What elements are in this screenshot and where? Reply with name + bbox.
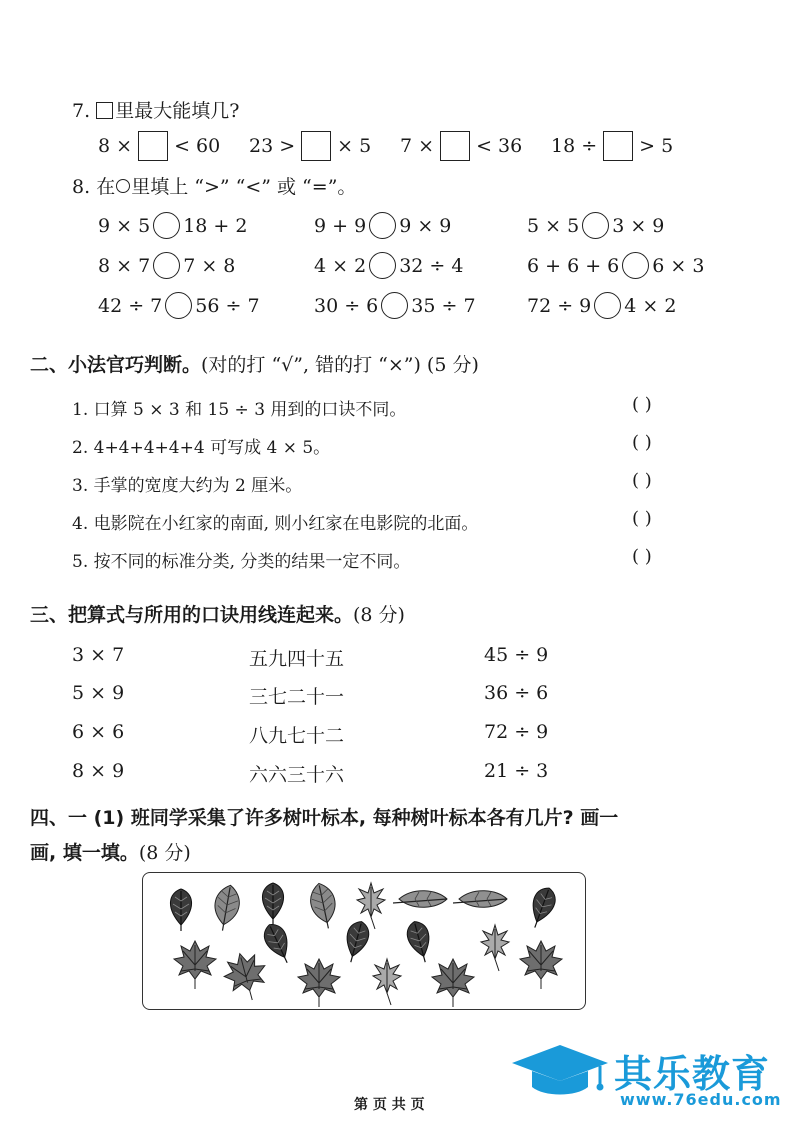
q8-number: 8.	[72, 176, 91, 198]
q8-left: 5 × 5	[527, 214, 580, 237]
answer-paren-2[interactable]: ( )	[632, 432, 652, 453]
q8-right: 35 ÷ 7	[411, 294, 476, 317]
logo-url: www.76edu.com	[620, 1090, 782, 1109]
page-footer: 第 页 共 页	[354, 1097, 425, 1113]
answer-circle[interactable]	[622, 252, 649, 279]
leaf-icon	[393, 891, 447, 908]
q8-item	[527, 292, 676, 319]
q7-item-4	[551, 131, 673, 161]
leaf-illustration	[143, 873, 584, 1008]
answer-circle[interactable]	[153, 212, 180, 239]
q7-item-left: 8 ×	[98, 135, 133, 157]
section2-note: (对的打 “√”, 错的打 “×”) (5 分)	[201, 354, 479, 376]
leaf-specimen-box	[142, 872, 586, 1010]
match-expr-left[interactable]: 5 × 9	[72, 682, 125, 704]
q8-right: 9 × 9	[399, 214, 452, 237]
q7-item-1	[98, 131, 220, 161]
q8-item	[527, 212, 664, 239]
q7-item-2	[249, 131, 371, 161]
q8-left: 6 + 6 + 6	[527, 254, 620, 277]
leaf-icon	[373, 959, 401, 1005]
section3-note: (8 分)	[353, 604, 405, 626]
judge-item-5: 5. 按不同的标准分类, 分类的结果一定不同。	[72, 552, 411, 572]
q8-left: 72 ÷ 9	[527, 294, 592, 317]
answer-paren-1[interactable]: ( )	[632, 394, 652, 415]
leaf-icon	[170, 889, 191, 931]
answer-paren-4[interactable]: ( )	[632, 508, 652, 529]
answer-box[interactable]	[138, 131, 168, 161]
leaf-icon	[432, 959, 474, 1007]
q8-item	[527, 252, 704, 279]
match-expr-left[interactable]: 8 × 9	[72, 760, 125, 782]
circle-icon	[116, 179, 130, 193]
q7-prompt	[72, 96, 239, 123]
q7-item-right: > 5	[639, 135, 674, 157]
leaf-icon	[298, 959, 340, 1007]
leaf-icon	[307, 881, 340, 931]
section3-heading	[30, 600, 405, 627]
leaf-icon	[174, 941, 216, 989]
q7-number: 7.	[72, 100, 91, 122]
answer-circle[interactable]	[369, 212, 396, 239]
q8-right: 7 × 8	[183, 254, 236, 277]
leaf-icon	[220, 948, 273, 1005]
q7-item-left: 7 ×	[400, 135, 435, 157]
q8-left: 30 ÷ 6	[314, 294, 379, 317]
q7-prompt-text: 里最大能填几?	[115, 100, 240, 122]
section4-line1: 四、一 (1) 班同学采集了许多树叶标本, 每种树叶标本各有几片? 画一	[30, 807, 619, 829]
q8-left: 8 × 7	[98, 254, 151, 277]
match-expr-right[interactable]: 45 ÷ 9	[484, 644, 549, 666]
q7-item-right: × 5	[337, 135, 372, 157]
q8-right: 18 + 2	[183, 214, 248, 237]
judge-item-1: 1. 口算 5 × 3 和 15 ÷ 3 用到的口诀不同。	[72, 400, 407, 420]
q7-item-left: 18 ÷	[551, 135, 598, 157]
answer-circle[interactable]	[153, 252, 180, 279]
match-expr-right[interactable]: 36 ÷ 6	[484, 682, 549, 704]
match-expr-left[interactable]: 3 × 7	[72, 644, 125, 666]
q8-right: 3 × 9	[612, 214, 665, 237]
q8-left: 4 × 2	[314, 254, 367, 277]
section4-line2	[30, 838, 191, 865]
q7-item-right: < 36	[476, 135, 523, 157]
answer-box[interactable]	[301, 131, 331, 161]
judge-item-2: 2. 4+4+4+4+4 可写成 4 × 5。	[72, 438, 331, 458]
match-rhyme[interactable]: 三七二十一	[249, 686, 345, 708]
leaf-icon	[520, 941, 562, 989]
match-rhyme[interactable]: 五九四十五	[249, 648, 345, 670]
graduation-cap-icon	[510, 1043, 610, 1103]
section3-title: 三、把算式与所用的口诀用线连起来。	[30, 604, 354, 626]
answer-circle[interactable]	[165, 292, 192, 319]
q8-item	[314, 292, 476, 319]
match-rhyme[interactable]: 八九七十二	[249, 725, 345, 747]
q8-left: 42 ÷ 7	[98, 294, 163, 317]
q8-right: 6 × 3	[652, 254, 705, 277]
section4-note: (8 分)	[138, 842, 191, 864]
q8-prompt	[72, 172, 356, 199]
q8-item	[98, 212, 247, 239]
q8-left: 9 × 5	[98, 214, 151, 237]
section2-title: 二、小法官巧判断。	[30, 354, 202, 376]
judge-item-4: 4. 电影院在小红家的南面, 则小红家在电影院的北面。	[72, 514, 479, 534]
leaf-icon	[525, 884, 559, 931]
leaf-icon	[341, 919, 372, 965]
leaf-icon	[260, 920, 297, 967]
q8-item	[314, 252, 463, 279]
leaf-icon	[404, 919, 435, 965]
leaf-icon	[262, 883, 283, 925]
q8-right: 4 × 2	[624, 294, 677, 317]
q8-item	[98, 252, 235, 279]
judge-item-3: 3. 手掌的宽度大约为 2 厘米。	[72, 476, 303, 496]
answer-circle[interactable]	[594, 292, 621, 319]
q8-item	[98, 292, 260, 319]
leaf-icon	[453, 891, 507, 908]
answer-circle[interactable]	[381, 292, 408, 319]
match-expr-right[interactable]: 72 ÷ 9	[484, 721, 549, 743]
leaf-icon	[481, 925, 509, 971]
match-expr-left[interactable]: 6 × 6	[72, 721, 125, 743]
answer-box[interactable]	[440, 131, 470, 161]
q8-right: 56 ÷ 7	[195, 294, 260, 317]
q7-item-3	[400, 131, 522, 161]
section4-line2-text: 画, 填一填。	[30, 842, 139, 864]
answer-paren-3[interactable]: ( )	[632, 470, 652, 491]
square-icon	[96, 102, 113, 119]
q8-item	[314, 212, 451, 239]
answer-circle[interactable]	[582, 212, 609, 239]
q8-right: 32 ÷ 4	[399, 254, 464, 277]
q8-left: 9 + 9	[314, 214, 367, 237]
answer-box[interactable]	[603, 131, 633, 161]
q7-item-left: 23 >	[249, 135, 296, 157]
q8-prompt-after: 里填上 “>” “<” 或 “=”。	[131, 176, 357, 198]
leaf-icon	[211, 883, 243, 932]
logo-name: 其乐教育	[614, 1052, 771, 1096]
match-rhyme[interactable]: 六六三十六	[249, 764, 345, 786]
answer-paren-5[interactable]: ( )	[632, 546, 652, 567]
match-expr-right[interactable]: 21 ÷ 3	[484, 760, 549, 782]
q8-prompt-before: 在	[96, 176, 116, 198]
answer-circle[interactable]	[369, 252, 396, 279]
section2-heading	[30, 350, 479, 377]
q7-item-right: < 60	[174, 135, 221, 157]
